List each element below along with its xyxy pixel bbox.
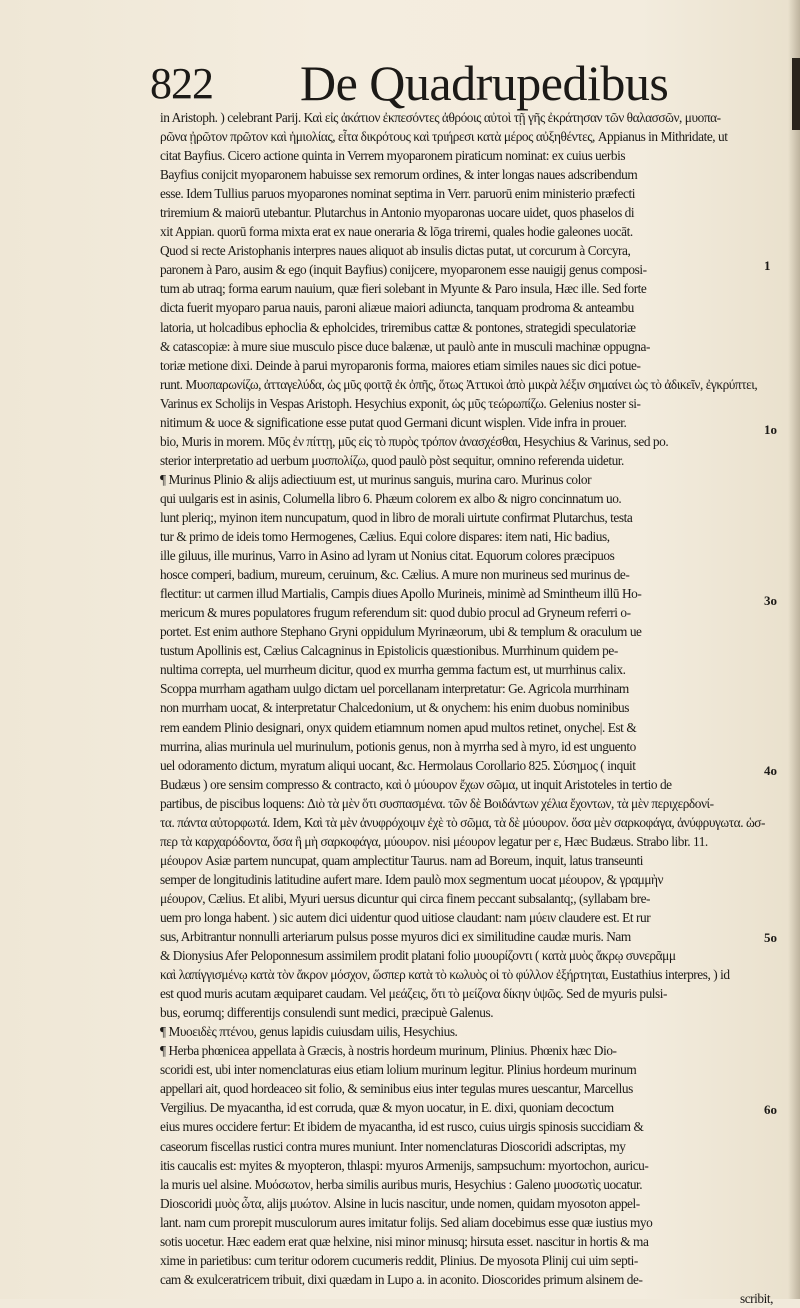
text-line: appellari ait, quod hordeaceo sit folio, & seminibus eius inter tegulas mures uescantur, Marcellus [160,1081,633,1097]
text-line: bio, Muris in morem. Μῦς ἐν πίττῃ, μῦς εἰς τὸ πυρὸς τρόπον ἀνασχέσθαι, Hesychius & Varinus, sed po. [160,433,669,449]
text-body [160,108,775,1308]
text-line: tur & primo de ideis tomo Hermogenes, Cælius. Equi colore dispares: item nati, Hic badius, [160,529,610,545]
text-line: scoridi est, ubi inter nomenclaturas eius etiam lolium murinum legitur. Plinius hordeum murinum [160,1062,637,1078]
text-line: bus, eorumq; differentijs consulendi sunt medici, præcipuè Galenus. [160,1005,494,1021]
text-line: Vergilius. De myacantha, id est corruda, quæ & myon uocatur, in E. dixi, quoniam decoctum [160,1100,614,1116]
text-line: tustum Apollinis est, Cælius Calcagninus in Epistolicis quæstionibus. Murrhinum quidem pe- [160,643,618,659]
text-line: qui uulgaris est in asinis, Columella libro 6. Phæum colorem ex albo & nigro concinnatum uo. [160,490,622,506]
text-line: Bayfius conijcit myoparonem habuisse sex remorum ordines, & inter longas naues adscribendum [160,167,638,183]
text-line: ¶ Herba phœnicea appellata à Græcis, à nostris hordeum murinum, Plinius. Phœnix hæc Dio- [160,1043,617,1059]
running-title: De Quadrupedibus [300,55,669,111]
text-line: partibus, de piscibus loquens: Διὸ τὰ μὲν ὅτι συσπασμένα. τῶν δὲ Βοιδάντων χέλια ἔχοντων, τὰ μὲν περιχερδονί- [160,795,714,811]
text-line: est quod muris acutam æquiparet caudam. Vel μεάζεις, ὅτι τὸ μείζονα δίκην ὑψῶς. Sed de myuris pulsi- [160,986,668,1002]
text-line: caseorum fiscellas rustici contra mures muniunt. Inter nomenclaturas Dioscoridi adscriptas, my [160,1138,626,1154]
margin-number: 1 [764,258,771,273]
text-line: περ τὰ καρχαρόδοντα, ὅσα ἢ μὴ σαρκοφάγα, μύουρον. nisi μέουρον legatur per ε, Hæc Budæus. Strabo libr. 11. [160,833,708,849]
text-line: nultima correpta, uel murrheum dicitur, quod ex murrha gemma factum est, ut murrhinus calix. [160,662,626,678]
text-line: uel odoramento dictum, myratum aliqui uocant, &c. Hermolaus Corollario 825. Σύσημος ( inquit [160,757,636,773]
text-line: non murrham uocat, & interpretatur Chalcedonium, ut & onychem: his enim duobus nominibus [160,700,630,716]
text-line: Scoppa murrham agatham uulgo dictam uel porcellanam interpretatur: Ge. Agricola murrhinam [160,681,629,697]
text-line: Quod si recte Aristophanis interpres naues aliquot ab insulis dictas putat, ut corcurum à Corcyra, [160,243,631,259]
text-line: paronem à Paro, ausim & ego (inquit Bayfius) conijcere, myoparonem esse nauigij genus composi- [160,262,647,278]
margin-number: 1o [764,422,777,437]
margin-number: 4o [764,763,777,778]
text-line: lant. nam cum prorepit musculorum aures imitatur folijs. Sed aliam docebimus esse quæ iustius myo [160,1214,653,1230]
text-line: ille giluus, ille murinus, Varro in Asino ad lyram ut Nonius citat. Equorum colores præcipuos [160,548,615,564]
page-edge-shadow [788,0,800,1299]
text-line: scribit, [739,1290,773,1306]
margin-number: 3o [764,593,777,608]
text-line: τα. πάντα αὐτορφωτά. Idem, Καὶ τὰ μὲν ἀνυφρόχοιμν ἐχὲ τὸ σῶμα, τὰ δὲ μύουρον. ὅσα μὲν σαρκοφάγα, ἀνύφρυγωτα. ὡσ- [160,814,766,830]
text-line: ¶ Μυοειδὲς πτένου, genus lapidis cuiusdam uilis, Hesychius. [160,1024,458,1040]
text-line: Dioscoridi μυὸς ὦτα, alijs μυώτον. Alsine in lucis nascitur, unde nomen, quidam myosoton appel- [160,1195,640,1211]
text-line: xime in parietibus: cum teritur odorem cucumeris reddit, Plinius. De myosota Plinij cui uim septi- [160,1252,638,1268]
text-line: Budæus ) ore sensim compresso & contracto, καὶ ὁ μύουρον ἔχων σῶμα, ut inquit Aristoteles in tertio de [160,776,672,792]
text-line: sotis uocetur. Hæc eadem erat quæ helxine, nisi minor minusq; hirsuta esset. nascitur in hortis & ma [160,1233,649,1249]
text-line: καὶ λαπίγγισμένῳ κατὰ τὸν ἄκρον μόσχον, ὥσπερ κατὰ τὸ κωλυὸς οἱ τὸ φύλλον ἐξήρτηται, Eustathius interpres, ) id [160,967,730,983]
text-line: hosce comperi, badium, mureum, ceruinum, &c. Cælius. A mure non murineus sed murinus de- [160,567,630,583]
text-line: lunt pleriq;, myinon item nuncupatum, quod in libro de morali uirtute confirmat Plutarchus, testa [160,509,633,525]
text-line: eius mures occidere fertur: Et ibidem de myacantha, id est rusco, cuius uirgis spinosis succidiam & [160,1119,644,1135]
text-line: μέουρον Asiæ partem nuncupat, quam amplectitur Taurus. nam ad Boreum, inquit, latus transeunti [160,852,644,868]
text-line: μέουρον, Cælius. Et alibi, Myuri uersus dicuntur qui circa finem peccant subsalantq;, (syllabam bre- [160,890,651,906]
text-line: esse. Idem Tullius paruos myoparones nominat septima in Verr. paruorū enim ministerio præfecti [160,186,635,202]
text-line: itis caucalis est: myites & myopteron, thlaspi: myuros Armenijs, sampsuchum: myortochon, auricu- [160,1157,649,1173]
text-line: la muris uel alsine. Μυόσωτον, herba similis auribus muris, Hesychius : Galeno μυοσωτὶς uocatur. [160,1176,643,1192]
text-line: mericum & mures populatores frugum referendum sit: quod dubio procul ad Gryneum referri o- [160,605,631,621]
text-line: latoria, ut holcadibus ephoclia & epholcides, triremibus cattæ & pontones, strategidi speculatoriæ [160,319,636,335]
text-line: xit Appian. quorū forma mixta erat ex naue oneraria & lōga triremi, quales hodie galeones uocāt. [160,224,633,240]
text-line: nitimum & uoce & significatione esse putat quod Germani dicunt wisplen. Vide infra in prouer. [160,414,627,430]
margin-number: 5o [764,930,777,945]
text-line: semper de longitudinis latitudine aufert mare. Idem paulò mox segmentum uocat μέουρον, & γραμμὴν [160,871,664,887]
margin-number: 6o [764,1102,777,1117]
text-line: toriæ metione dixi. Deinde à parui myroparonis forma, maiores etiam similes naues sic dici potue- [160,357,641,373]
text-line: runt. Μυοπαρωνίζω, ἀτταγελύδα, ὡς μῦς φοιτᾷ ἐκ ὀπῆς, ὅτως Ἀττικοὶ ἀπὸ μικρὰ λέξιν σημαίνει ὡς τὸ ἀδικεῖν, ἐγκρύπτει, [160,376,758,392]
text-line: flectitur: ut carmen illud Martialis, Campis diues Apollo Murineis, minimè ad Smintheum illū Ho- [160,586,642,602]
page-number: 822 [150,59,213,108]
text-line: citat Bayfius. Cicero actione quinta in Verrem myoparonem piraticum nominat: ex cuius uerbis [160,148,626,164]
text-line: Varinus ex Scholijs in Vespas Aristoph. Hesychius exponit, ὡς μῦς τεώρωπίζω. Gelenius noster si- [160,395,641,411]
text-line: sterior interpretatio ad uerbum μυσπολίζω, quod paulò pòst sequitur, omnino referenda uidetur. [160,452,624,468]
text-line: in Aristoph. ) celebrant Parij. Καὶ εἰς ἀκάτιον ἐκπεσόντες ἀθρόοις αὐτοὶ τῇ γῆς ἐκράτησαν τῶν θαλασσῶν, μυοπα- [160,110,721,125]
text-line: portet. Est enim authore Stephano Gryni oppidulum Myrinæorum, ubi & templum & oraculum ue [160,624,642,640]
text-line: uem pro longa habent. ) sic autem dici uidentur quod uitiose claudant: nam μύειν claudere est. Et rur [160,909,651,925]
text-line: dicta fuerit myoparo parua nauis, paroni aliæue maiori adiuncta, tanquam prodroma & anteambu [160,300,634,316]
text-line: ρῶνα ᾐρῶτον πρῶτον καὶ ἡμιολίας, εἶτα δικρότους καὶ τριήρεσι κατὰ μέρος αὐξηθέντες, Appianus in Mithridate, ut [160,129,728,145]
text-line: sus, Arbitrantur nonnulli arteriarum pulsus posse myuros dici ex similitudine caudæ muris. Nam [160,929,631,945]
text-line: triremium & maiorū utebantur. Plutarchus in Antonio myoparonas uocare uidet, quos phaselos di [160,205,635,221]
text-line: rem eandem Plinio designari, onyx quidem etiamnum nomen apud multos retinet, onyche|. Est & [160,719,637,735]
text-line: ¶ Murinus Plinio & alijs adiectiuum est, ut murinus sanguis, murina caro. Murinus color [160,471,592,487]
page-edge-mark [792,58,800,130]
text-line: & Dionysius Afer Peloponnesum assimilem prodit platani folio μυουρίζοντι ( κατὰ μυὸς ἄκρῳ συνερᾶμμ [160,948,676,964]
text-line: tum ab utraq; forma earum nauium, quæ fieri solebant in Myunte & Paro insula, Hæc ille. Sed forte [160,281,647,297]
text-line: & catascopiæ: à mure siue musculo pisce duce balænæ, ut paulò ante in musculi machinæ oppugna- [160,338,650,354]
text-line: murrina, alias murinula uel murinulum, potionis genus, non à myrrha sed à myro, id est unguento [160,738,636,754]
text-line: cam & exulceratricem tribuit, dixi quædam in Lupo a. in aconito. Dioscorides primum alsinem de- [160,1271,643,1287]
page-header [150,55,710,111]
